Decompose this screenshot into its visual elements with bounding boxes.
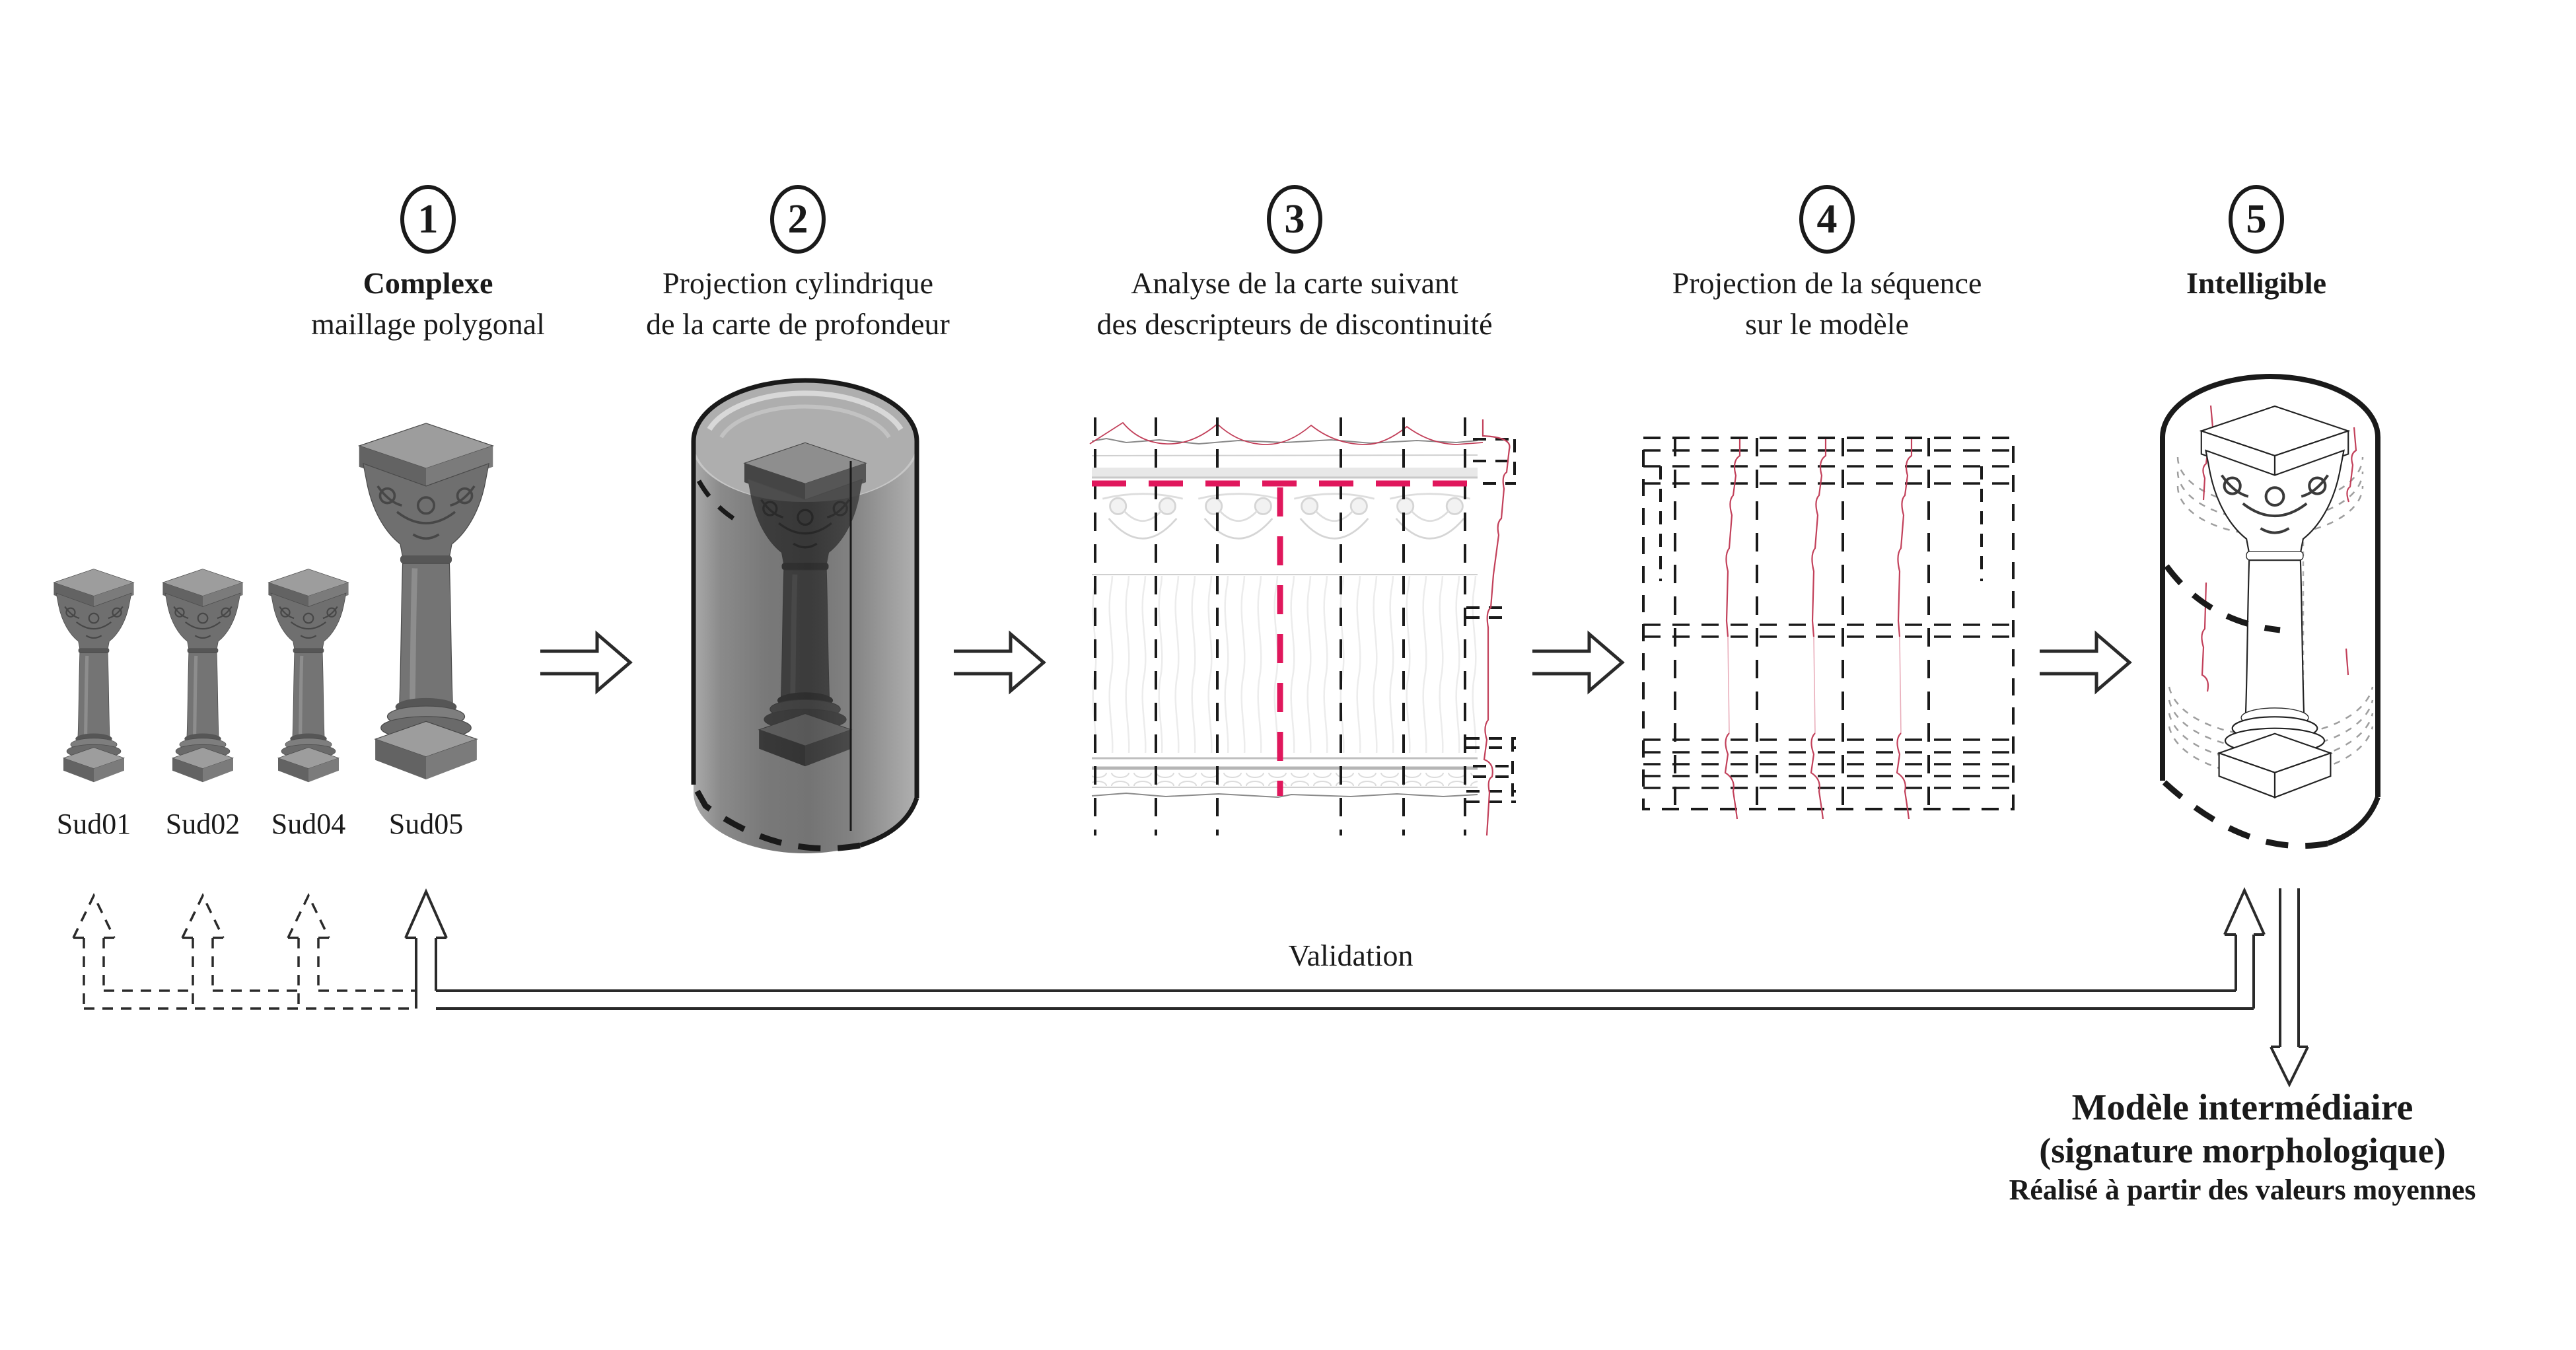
output-caption-line3: Réalisé à partir des valeurs moyennes <box>2009 1174 2476 1206</box>
step-5-number: 5 <box>2246 197 2267 242</box>
step-2-title-line1: Projection cylindrique <box>662 266 934 300</box>
step-5-header <box>1979 185 2534 304</box>
step-2-title-line2: de la carte de profondeur <box>646 307 950 341</box>
flow-arrow-icon <box>540 626 633 699</box>
output-caption-line2: (signature morphologique) <box>2039 1131 2446 1170</box>
step-5-title-line1: Intelligible <box>2186 266 2327 300</box>
column-model-sud01 <box>46 568 142 790</box>
step-3-title-line2: des descripteurs de discontinuité <box>1096 307 1493 341</box>
step-1-title-line1: Complexe <box>363 266 493 300</box>
step-2-number-badge <box>770 185 826 254</box>
step-1-number: 1 <box>417 197 439 242</box>
depth-map-analysis-figure <box>1087 409 1522 839</box>
step-3-number: 3 <box>1284 197 1305 242</box>
cylindrical-projection-figure <box>687 369 931 864</box>
output-down-arrow-icon <box>2271 888 2308 1084</box>
step-3-number-badge <box>1267 185 1322 254</box>
flow-arrow-icon <box>954 626 1046 699</box>
step-3-header <box>1017 185 1572 345</box>
flow-arrow-icon <box>2040 626 2132 699</box>
intelligible-model-figure <box>2148 365 2399 867</box>
output-caption <box>1846 1086 2576 1209</box>
validation-label: Validation <box>1288 939 1413 972</box>
step-1-number-badge <box>400 185 456 254</box>
step-2-number: 2 <box>787 197 808 242</box>
flow-arrow-icon <box>1532 626 1625 699</box>
step-2-header <box>520 185 1075 345</box>
column-model-sud05 <box>345 421 507 793</box>
step-4-title-line2: sur le modèle <box>1745 307 1909 341</box>
validation-feedback-arrows <box>40 872 2338 1110</box>
column-model-sud04 <box>260 568 357 790</box>
step-1-title-line2: maillage polygonal <box>311 307 545 341</box>
model-label-sud05: Sud05 <box>388 808 464 840</box>
model-label-sud02: Sud02 <box>165 808 240 840</box>
step-4-number: 4 <box>1816 197 1838 242</box>
sequence-projection-figure <box>1638 429 2034 826</box>
step-4-title-line1: Projection de la séquence <box>1672 266 1982 300</box>
output-caption-line1: Modèle intermédiaire <box>2071 1087 2414 1128</box>
step-3-title-line1: Analyse de la carte suivant <box>1131 266 1458 300</box>
model-label-sud04: Sud04 <box>271 808 346 840</box>
step-4-number-badge <box>1799 185 1855 254</box>
column-model-sud02 <box>155 568 251 790</box>
model-label-sud01: Sud01 <box>56 808 131 840</box>
step-5-number-badge <box>2229 185 2284 254</box>
